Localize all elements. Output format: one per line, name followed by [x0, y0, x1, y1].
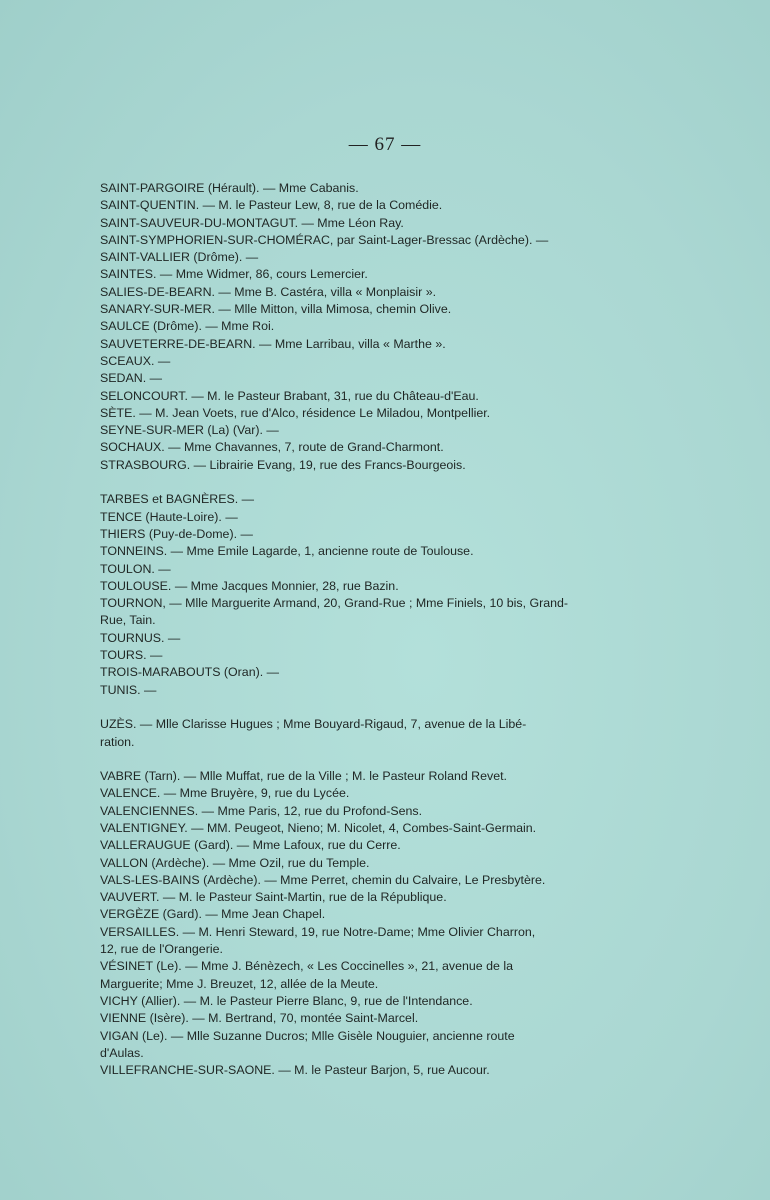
- list-item: VALS-LES-BAINS (Ardèche). — Mme Perret, chemin du Calvaire, Le Presbytère.: [100, 872, 546, 887]
- list-item: TOULON. —: [100, 561, 171, 576]
- section-gap: [100, 699, 630, 716]
- group-s: [100, 180, 630, 474]
- list-item: VÉSINET (Le). — Mme J. Bénèzech, « Les Coccinelles », 21, avenue de la: [100, 959, 513, 974]
- list-item: SAINTES. — Mme Widmer, 86, cours Lemercier.: [100, 267, 368, 282]
- section-gap: [100, 751, 630, 768]
- list-item: VALENTIGNEY. — MM. Peugeot, Nieno; M. Nicolet, 4, Combes-Saint-Germain.: [100, 820, 537, 835]
- list-item-continuation: Marguerite; Mme J. Breuzet, 12, allée de la Meute.: [100, 976, 379, 991]
- section-gap: [100, 474, 630, 491]
- list-item: SAINT-SYMPHORIEN-SUR-CHOMÉRAC, par Saint-Lager-Bressac (Ardèche). —: [100, 232, 549, 247]
- list-item-continuation: 12, rue de l'Orangerie.: [100, 942, 223, 957]
- list-item: TUNIS. —: [100, 682, 157, 697]
- group-v: [100, 768, 630, 1079]
- list-item: SAINT-PARGOIRE (Hérault). — Mme Cabanis.: [100, 181, 359, 195]
- list-item: TOURS. —: [100, 648, 163, 663]
- list-item-continuation: Rue, Tain.: [100, 613, 156, 628]
- list-item: TENCE (Haute-Loire). —: [100, 509, 238, 524]
- list-item: VALENCE. — Mme Bruyère, 9, rue du Lycée.: [100, 786, 350, 801]
- directory-list: [100, 180, 630, 1079]
- list-item: VICHY (Allier). — M. le Pasteur Pierre Blanc, 9, rue de l'Intendance.: [100, 993, 473, 1008]
- list-item: SAINT-VALLIER (Drôme). —: [100, 250, 259, 265]
- list-item: VERGÈZE (Gard). — Mme Jean Chapel.: [100, 907, 326, 922]
- list-item: TARBES et BAGNÈRES. —: [100, 492, 255, 507]
- group-t: [100, 491, 630, 699]
- list-item: SOCHAUX. — Mme Chavannes, 7, route de Grand-Charmont.: [100, 440, 444, 455]
- list-item: TOURNUS. —: [100, 630, 181, 645]
- list-item: STRASBOURG. — Librairie Evang, 19, rue des Francs-Bourgeois.: [100, 457, 466, 472]
- list-item: VAUVERT. — M. le Pasteur Saint-Martin, rue de la République.: [100, 890, 447, 905]
- list-item: SALIES-DE-BEARN. — Mme B. Castéra, villa « Monplaisir ».: [100, 284, 437, 299]
- list-item: SÈTE. — M. Jean Voets, rue d'Alco, résidence Le Miladou, Montpellier.: [100, 405, 491, 420]
- list-item: SAINT-SAUVEUR-DU-MONTAGUT. — Mme Léon Ray.: [100, 215, 404, 230]
- list-item: VIENNE (Isère). — M. Bertrand, 70, montée Saint-Marcel.: [100, 1011, 419, 1026]
- list-item: SEDAN. —: [100, 371, 162, 386]
- list-item: TONNEINS. — Mme Emile Lagarde, 1, ancienne route de Toulouse.: [100, 544, 474, 559]
- list-item: VILLEFRANCHE-SUR-SAONE. — M. le Pasteur Barjon, 5, rue Aucour.: [100, 1063, 490, 1078]
- list-item: SCEAUX. —: [100, 353, 171, 368]
- list-item: SELONCOURT. — M. le Pasteur Brabant, 31, rue du Château-d'Eau.: [100, 388, 479, 403]
- list-item: VERSAILLES. — M. Henri Steward, 19, rue Notre-Dame; Mme Olivier Charron,: [100, 924, 536, 939]
- list-item: UZÈS. — Mlle Clarisse Hugues ; Mme Bouyard-Rigaud, 7, avenue de la Libé-: [100, 717, 527, 732]
- group-u: [100, 716, 630, 751]
- list-item: VALLERAUGUE (Gard). — Mme Lafoux, rue du Cerre.: [100, 838, 401, 853]
- list-item: VABRE (Tarn). — Mlle Muffat, rue de la Ville ; M. le Pasteur Roland Revet.: [100, 769, 507, 784]
- page-number: — 67 —: [348, 134, 422, 155]
- list-item-continuation: ration.: [100, 734, 135, 749]
- list-item: VALENCIENNES. — Mme Paris, 12, rue du Profond-Sens.: [100, 803, 423, 818]
- list-item: SEYNE-SUR-MER (La) (Var). —: [100, 423, 279, 438]
- list-item: TOULOUSE. — Mme Jacques Monnier, 28, rue Bazin.: [100, 578, 399, 593]
- list-item: VALLON (Ardèche). — Mme Ozil, rue du Temple.: [100, 855, 370, 870]
- list-item: SAULCE (Drôme). — Mme Roi.: [100, 319, 275, 334]
- list-item: VIGAN (Le). — Mlle Suzanne Ducros; Mlle Gisèle Nouguier, ancienne route: [100, 1028, 515, 1043]
- list-item: TOURNON, — Mlle Marguerite Armand, 20, Grand-Rue ; Mme Finiels, 10 bis, Grand-: [100, 596, 569, 611]
- list-item: THIERS (Puy-de-Dome). —: [100, 526, 253, 541]
- list-item: TROIS-MARABOUTS (Oran). —: [100, 665, 279, 680]
- list-item: SAUVETERRE-DE-BEARN. — Mme Larribau, villa « Marthe ».: [100, 336, 446, 351]
- list-item: SANARY-SUR-MER. — Mlle Mitton, villa Mimosa, chemin Olive.: [100, 302, 452, 317]
- list-item-continuation: d'Aulas.: [100, 1045, 144, 1060]
- list-item: SAINT-QUENTIN. — M. le Pasteur Lew, 8, rue de la Comédie.: [100, 198, 443, 213]
